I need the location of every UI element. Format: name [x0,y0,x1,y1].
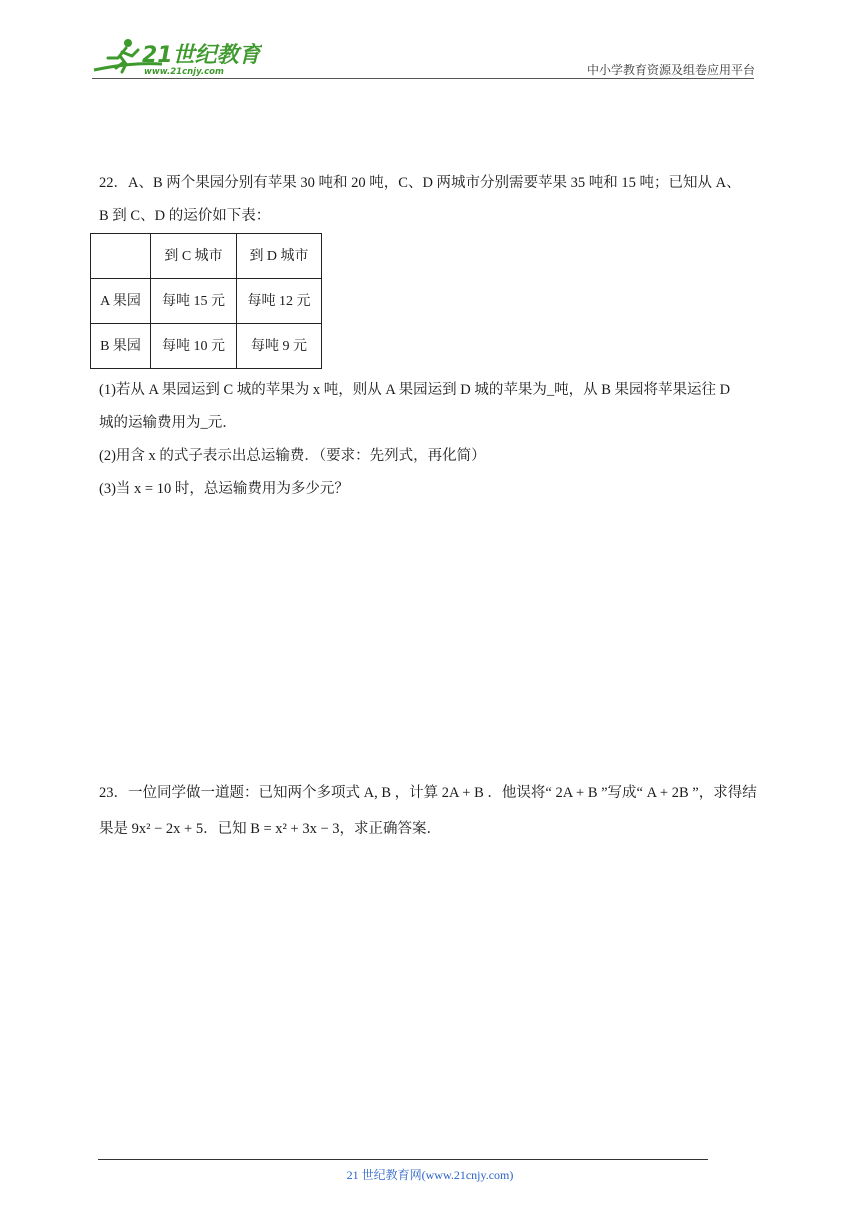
table-cell: 每吨 9 元 [237,324,322,369]
table-cell: 每吨 10 元 [151,324,237,369]
table-header-cell: 到 C 城市 [151,234,237,279]
table-header-row [91,234,322,279]
table-header-cell [91,234,151,279]
header-platform-text: 中小学教育资源及组卷应用平台 [586,63,755,77]
table-cell: 每吨 15 元 [151,279,237,324]
q22-part2: (2)用含 x 的式子表示出总运输费．（要求：先列式，再化简） [99,448,486,464]
q23-line1: 23．一位同学做一道题：已知两个多项式 A, B ，计算 2A + B ．他误将“ 2A + B ”写成“ A + 2B ”，求得结 [99,785,757,801]
footer-divider [98,1159,708,1160]
table-cell: A 果园 [91,279,151,324]
table-cell: 每吨 12 元 [237,279,322,324]
logo-url: www.21cnjy.com [144,67,224,77]
q23-line2: 果是 9x² − 2x + 5．已知 B = x² + 3x − 3，求正确答案． [99,821,442,837]
table-cell: B 果园 [91,324,151,369]
q22-stem-line2: B 到 C、D 的运价如下表： [99,208,271,224]
runner-logo-icon [92,34,262,78]
q22-part3: (3)当 x = 10 时，总运输费用为多少元？ [99,481,349,497]
freight-rate-table [90,233,322,369]
q22-stem-line1: 22．A、B 两个果园分别有苹果 30 吨和 20 吨，C、D 两城市分别需要苹果 35 吨和 15 吨；已知从 A、 [99,175,741,191]
logo-text: 21世纪教育 [142,43,261,68]
q22-part1-line1: (1)若从 A 果园运到 C 城的苹果为 x 吨，则从 A 果园运到 D 城的苹果为_吨，从 B 果园将苹果运往 D [99,382,731,398]
footer-site-link[interactable]: 21 世纪教育网(www.21cnjy.com) [346,1168,514,1182]
q22-part1-line2: 城的运输费用为_元． [99,415,237,431]
table-header-cell: 到 D 城市 [237,234,322,279]
site-logo [92,34,262,78]
table-row [91,279,322,324]
table-row [91,324,322,369]
header-divider [92,78,754,79]
